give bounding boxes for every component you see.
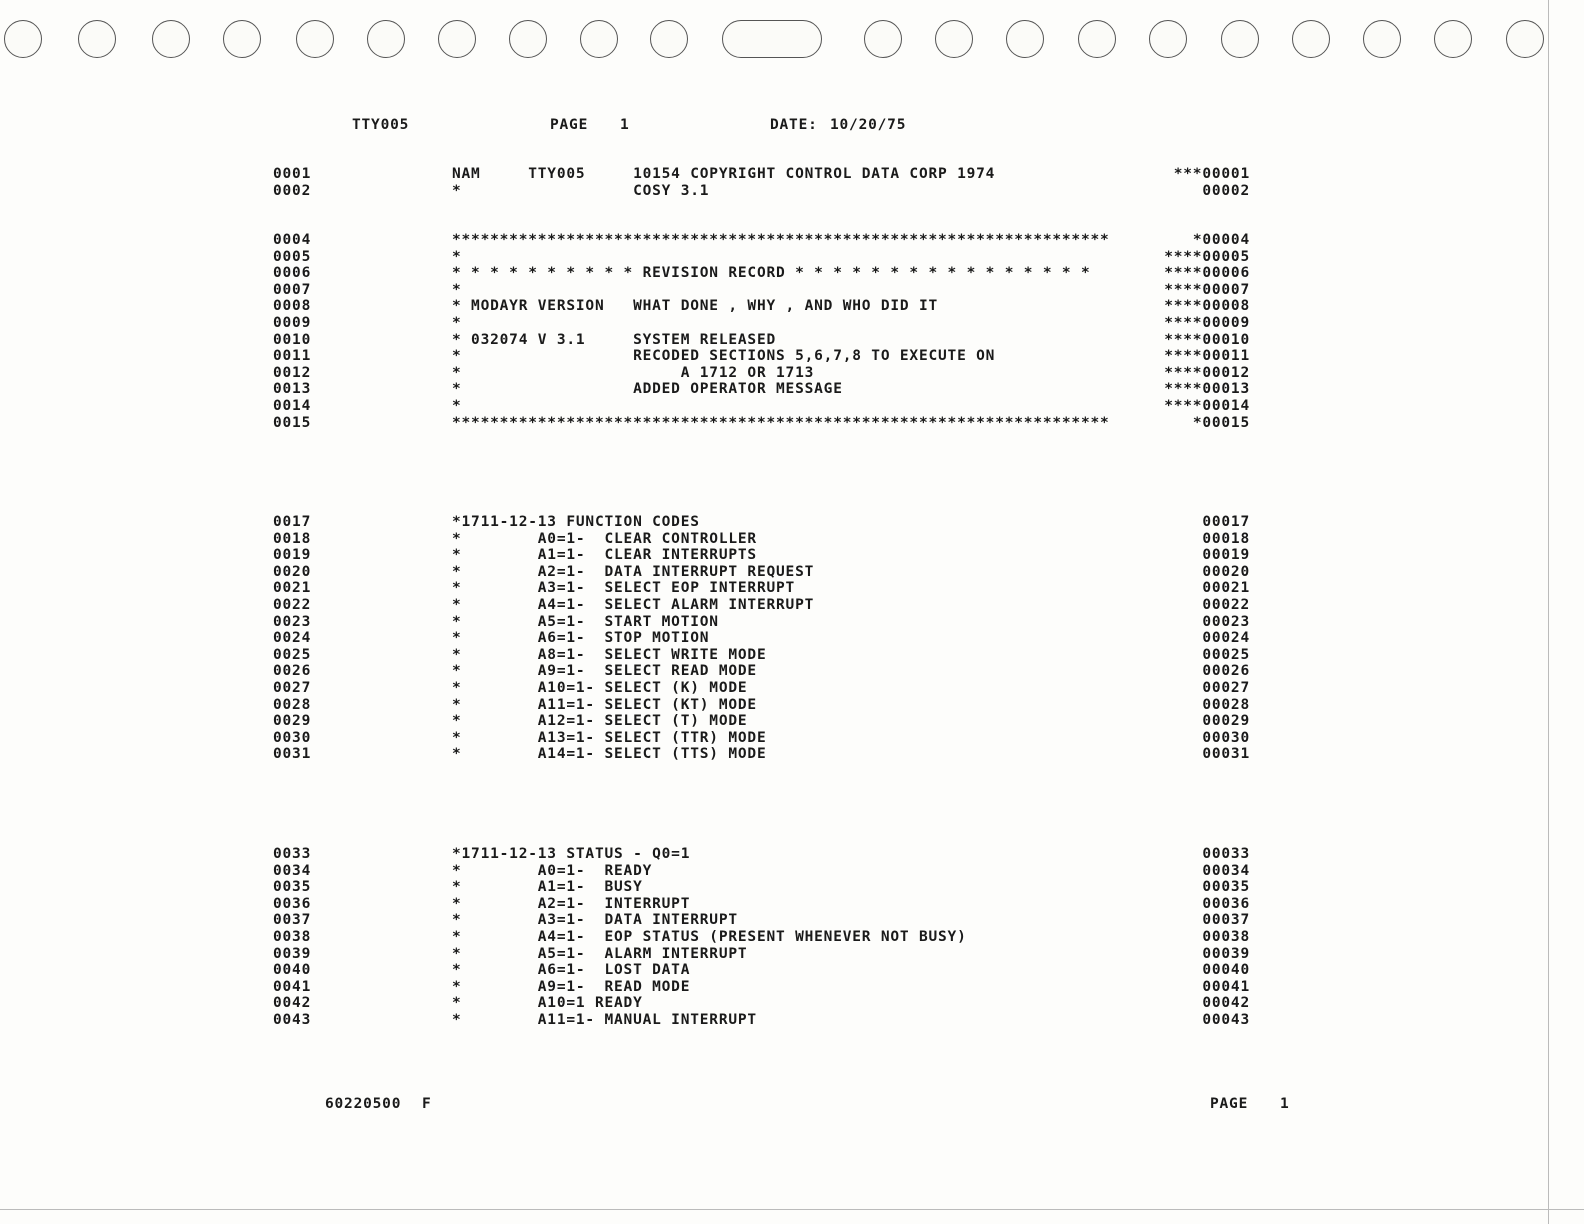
tractor-hole	[1078, 20, 1116, 58]
tractor-hole	[223, 20, 261, 58]
line-number: 0033	[273, 846, 312, 862]
source-line: * A10=1 READY	[452, 995, 643, 1012]
line-number: 0027	[273, 680, 312, 696]
paper-edge-bottom	[0, 1209, 1584, 1210]
program-name: TTY005	[352, 117, 410, 133]
line-number: 0015	[273, 414, 312, 431]
line-number: 0043	[273, 1012, 312, 1028]
sequence-number: 00039	[1202, 945, 1250, 962]
sequence-number: 00033	[1202, 846, 1250, 862]
tractor-hole	[1221, 20, 1259, 58]
line-number: 0031	[273, 746, 312, 763]
tractor-hole	[509, 20, 547, 58]
line-number: 0040	[273, 962, 312, 979]
sequence-number: ****00010	[1164, 331, 1250, 348]
sequence-number: 00018	[1202, 530, 1250, 547]
sequence-number: ****00014	[1164, 398, 1250, 414]
source-line: *********************************************************************	[452, 232, 1110, 248]
source-line: * A4=1- SELECT ALARM INTERRUPT	[452, 597, 815, 613]
document-revision: F	[422, 1096, 432, 1112]
source-line: *	[452, 281, 462, 298]
source-line: * * * * * * * * * * REVISION RECORD * * * * * * * * * * * * * * * *	[452, 265, 1091, 282]
line-number: 0024	[273, 630, 312, 647]
sequence-number: 00022	[1202, 597, 1250, 613]
source-line: * RECODED SECTIONS 5,6,7,8 TO EXECUTE ON	[452, 348, 996, 365]
sequence-number: ****00013	[1164, 381, 1250, 398]
line-number: 0041	[273, 978, 312, 995]
tractor-hole	[580, 20, 618, 58]
sequence-number: 00031	[1202, 746, 1250, 763]
source-line: * A13=1- SELECT (TTR) MODE	[452, 729, 767, 746]
line-number: 0014	[273, 398, 312, 414]
sequence-number: 00019	[1202, 547, 1250, 564]
line-number: 0017	[273, 514, 312, 530]
source-line: * A6=1- STOP MOTION	[452, 630, 710, 647]
line-number: 0011	[273, 348, 312, 365]
sequence-number: 00030	[1202, 729, 1250, 746]
source-line: *	[452, 315, 462, 331]
line-number: 0001	[273, 166, 312, 182]
paper-edge-right	[1548, 0, 1549, 1224]
line-number: 0009	[273, 315, 312, 331]
line-number: 0018	[273, 530, 312, 547]
sequence-number: 00034	[1202, 862, 1250, 879]
line-number: 0012	[273, 364, 312, 381]
line-number: 0034	[273, 862, 312, 879]
source-line: * 032074 V 3.1 SYSTEM RELEASED	[452, 331, 777, 348]
tractor-hole	[722, 20, 822, 58]
tractor-hole	[1006, 20, 1044, 58]
tractor-hole	[1506, 20, 1544, 58]
line-number: 0007	[273, 281, 312, 298]
source-line: * MODAYR VERSION WHAT DONE , WHY , AND WHO DID IT	[452, 298, 939, 315]
source-line: * A3=1- DATA INTERRUPT	[452, 912, 738, 929]
tractor-hole	[1363, 20, 1401, 58]
source-line: * A11=1- SELECT (KT) MODE	[452, 696, 757, 713]
tractor-hole	[78, 20, 116, 58]
sequence-number: ****00005	[1164, 248, 1250, 265]
tractor-hole	[864, 20, 902, 58]
source-line: * A9=1- READ MODE	[452, 978, 691, 995]
source-line: * A11=1- MANUAL INTERRUPT	[452, 1012, 757, 1028]
source-line: * A 1712 OR 1713	[452, 364, 815, 381]
sequence-number: 00036	[1202, 895, 1250, 912]
line-number: 0002	[273, 182, 312, 199]
line-number: 0006	[273, 265, 312, 282]
sequence-number: 00023	[1202, 613, 1250, 630]
sequence-number: 00025	[1202, 646, 1250, 663]
sequence-number: ****00006	[1164, 265, 1250, 282]
sequence-number: *00004	[1192, 232, 1250, 248]
line-number: 0013	[273, 381, 312, 398]
source-line: *	[452, 398, 462, 414]
source-line: * A4=1- EOP STATUS (PRESENT WHENEVER NOT BUSY)	[452, 929, 967, 945]
tractor-hole	[1149, 20, 1187, 58]
source-line: * A10=1- SELECT (K) MODE	[452, 680, 748, 696]
source-line: * ADDED OPERATOR MESSAGE	[452, 381, 843, 398]
tractor-hole	[1434, 20, 1472, 58]
header-page-number: 1	[620, 117, 630, 133]
line-number: 0026	[273, 663, 312, 680]
sequence-number: 00002	[1202, 182, 1250, 199]
footer-page-label: PAGE	[1210, 1096, 1249, 1112]
source-line: * A14=1- SELECT (TTS) MODE	[452, 746, 767, 763]
line-number: 0039	[273, 945, 312, 962]
sequence-number: 00017	[1202, 514, 1250, 530]
sequence-number: 00029	[1202, 713, 1250, 730]
line-number: 0004	[273, 232, 312, 248]
sequence-number: 00026	[1202, 663, 1250, 680]
line-number: 0008	[273, 298, 312, 315]
tractor-hole	[152, 20, 190, 58]
sequence-number: ***00001	[1173, 166, 1250, 182]
header-date-value: 10/20/75	[830, 117, 907, 133]
source-line: * A0=1- CLEAR CONTROLLER	[452, 530, 757, 547]
sequence-number: 00027	[1202, 680, 1250, 696]
sequence-number: 00024	[1202, 630, 1250, 647]
sequence-number: *00015	[1192, 414, 1250, 431]
source-line: *	[452, 248, 462, 265]
source-line: * A5=1- ALARM INTERRUPT	[452, 945, 748, 962]
sequence-number: 00020	[1202, 563, 1250, 580]
line-number: 0019	[273, 547, 312, 564]
sequence-number: 00035	[1202, 879, 1250, 896]
line-number: 0028	[273, 696, 312, 713]
line-number: 0029	[273, 713, 312, 730]
line-number: 0042	[273, 995, 312, 1012]
source-line: * COSY 3.1	[452, 182, 710, 199]
tractor-hole	[438, 20, 476, 58]
tractor-hole	[296, 20, 334, 58]
sequence-number: 00028	[1202, 696, 1250, 713]
tractor-hole	[1292, 20, 1330, 58]
sequence-number: 00037	[1202, 912, 1250, 929]
sequence-number: ****00009	[1164, 315, 1250, 331]
sequence-number: ****00007	[1164, 281, 1250, 298]
source-line: * A12=1- SELECT (T) MODE	[452, 713, 748, 730]
tractor-hole	[935, 20, 973, 58]
line-number: 0037	[273, 912, 312, 929]
source-line: * A1=1- BUSY	[452, 879, 643, 896]
tractor-hole	[4, 20, 42, 58]
source-line: *1711-12-13 FUNCTION CODES	[452, 514, 700, 530]
source-line: *1711-12-13 STATUS - Q0=1	[452, 846, 691, 862]
tractor-feed-holes	[0, 0, 1584, 70]
sequence-number: 00041	[1202, 978, 1250, 995]
source-line: * A8=1- SELECT WRITE MODE	[452, 646, 767, 663]
header-page-label: PAGE	[550, 117, 589, 133]
source-line: * A5=1- START MOTION	[452, 613, 719, 630]
sequence-number: ****00008	[1164, 298, 1250, 315]
line-number: 0025	[273, 646, 312, 663]
line-number: 0022	[273, 597, 312, 613]
source-line: * A6=1- LOST DATA	[452, 962, 691, 979]
line-number: 0005	[273, 248, 312, 265]
source-line: * A3=1- SELECT EOP INTERRUPT	[452, 580, 796, 597]
source-line: * A0=1- READY	[452, 862, 653, 879]
tractor-hole	[650, 20, 688, 58]
document-number: 60220500	[325, 1096, 402, 1112]
line-number: 0036	[273, 895, 312, 912]
line-number: 0020	[273, 563, 312, 580]
source-line: * A1=1- CLEAR INTERRUPTS	[452, 547, 757, 564]
source-line: * A2=1- INTERRUPT	[452, 895, 691, 912]
source-line: NAM TTY005 10154 COPYRIGHT CONTROL DATA CORP 1974	[452, 166, 996, 182]
header-date-label: DATE:	[770, 117, 818, 133]
sequence-number: 00040	[1202, 962, 1250, 979]
source-line: *********************************************************************	[452, 414, 1110, 431]
line-number: 0035	[273, 879, 312, 896]
line-number: 0023	[273, 613, 312, 630]
sequence-number: ****00011	[1164, 348, 1250, 365]
line-number: 0010	[273, 331, 312, 348]
source-line: * A2=1- DATA INTERRUPT REQUEST	[452, 563, 815, 580]
footer-page-number: 1	[1280, 1096, 1290, 1112]
sequence-number: 00042	[1202, 995, 1250, 1012]
sequence-number: ****00012	[1164, 364, 1250, 381]
sequence-number: 00043	[1202, 1012, 1250, 1028]
line-number: 0021	[273, 580, 312, 597]
tractor-hole	[367, 20, 405, 58]
sequence-number: 00021	[1202, 580, 1250, 597]
source-line: * A9=1- SELECT READ MODE	[452, 663, 757, 680]
line-number: 0030	[273, 729, 312, 746]
line-number: 0038	[273, 929, 312, 945]
sequence-number: 00038	[1202, 929, 1250, 945]
